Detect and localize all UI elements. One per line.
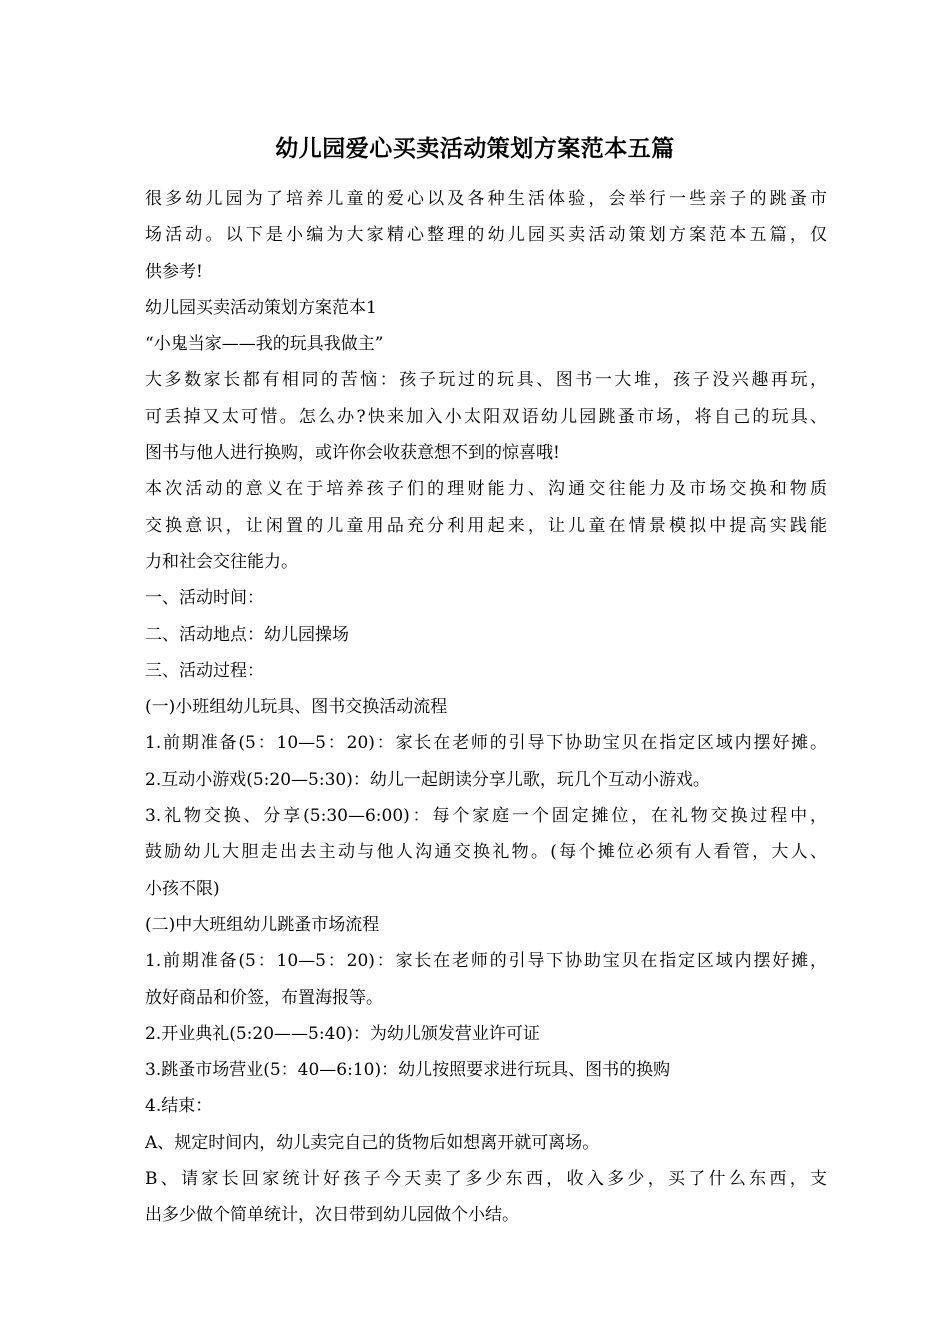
section-subtitle: “小鬼当家——我的玩具我做主”	[145, 334, 384, 355]
subsection-heading: (二)中大班组幼儿跳蚤市场流程	[145, 914, 380, 935]
list-item: 1.前期准备(5：10—5：20)：家长在老师的引导下协助宝贝在指定区域内摆好摊。	[145, 733, 827, 754]
body-line: 鼓励幼儿大胆走出去主动与他人沟通交换礼物。(每个摊位必须有人看管，大人、	[145, 842, 827, 863]
document-title: 幼儿园爱心买卖活动策划方案范本五篇	[275, 135, 675, 162]
list-item: 4.结束：	[145, 1096, 213, 1117]
body-line: 供参考!	[145, 261, 203, 282]
list-item: 一、活动时间：	[145, 588, 264, 609]
list-item: 1.前期准备(5：10—5：20)：家长在老师的引导下协助宝贝在指定区域内摆好摊，	[145, 951, 827, 972]
list-item: 二、活动地点：幼儿园操场	[145, 624, 349, 645]
list-item: 3.跳蚤市场营业(5：40—6:10)：幼儿按照要求进行玩具、图书的换购	[145, 1060, 671, 1081]
list-item: 三、活动过程：	[145, 660, 264, 681]
list-item: 2.开业典礼(5:20——5:40)：为幼儿颁发营业许可证	[145, 1023, 540, 1044]
list-item: B、请家长回家统计好孩子今天卖了多少东西，收入多少，买了什么东西，支	[145, 1169, 827, 1190]
section-heading: 幼儿园买卖活动策划方案范本1	[145, 297, 377, 318]
list-item: A、规定时间内，幼儿卖完自己的货物后如想离开就可离场。	[145, 1132, 600, 1153]
body-line: 交换意识，让闲置的儿童用品充分利用起来，让儿童在情景模拟中提高实践能	[145, 515, 827, 536]
body-line: 图书与他人进行换购，或许你会收获意想不到的惊喜哦!	[145, 443, 560, 464]
body-line: 大多数家长都有相同的苦恼：孩子玩过的玩具、图书一大堆，孩子没兴趣再玩，	[145, 370, 827, 391]
body-line: 力和社会交往能力。	[145, 551, 298, 572]
list-item: 3.礼物交换、分享(5:30—6:00)：每个家庭一个固定摊位，在礼物交换过程中，	[145, 806, 827, 827]
subsection-heading: (一)小班组幼儿玩具、图书交换活动流程	[145, 697, 448, 718]
document-body	[145, 181, 827, 1234]
list-item: 2.互动小游戏(5:20—5:30)：幼儿一起朗读分享儿歌，玩几个互动小游戏。	[145, 769, 710, 790]
body-line: 可丢掉又太可惜。怎么办?快来加入小太阳双语幼儿园跳蚤市场，将自己的玩具、	[145, 406, 827, 427]
body-line: 场活动。以下是小编为大家精心整理的幼儿园买卖活动策划方案范本五篇，仅	[145, 225, 827, 246]
body-line: 本次活动的意义在于培养孩子们的理财能力、沟通交往能力及市场交换和物质	[145, 479, 827, 500]
body-line: 很多幼儿园为了培养儿童的爱心以及各种生活体验，会举行一些亲子的跳蚤市	[145, 189, 827, 209]
body-line: 出多少做个简单统计，次日带到幼儿园做个小结。	[145, 1205, 519, 1226]
body-line: 放好商品和价签，布置海报等。	[145, 987, 383, 1008]
body-line: 小孩不限)	[145, 878, 220, 899]
